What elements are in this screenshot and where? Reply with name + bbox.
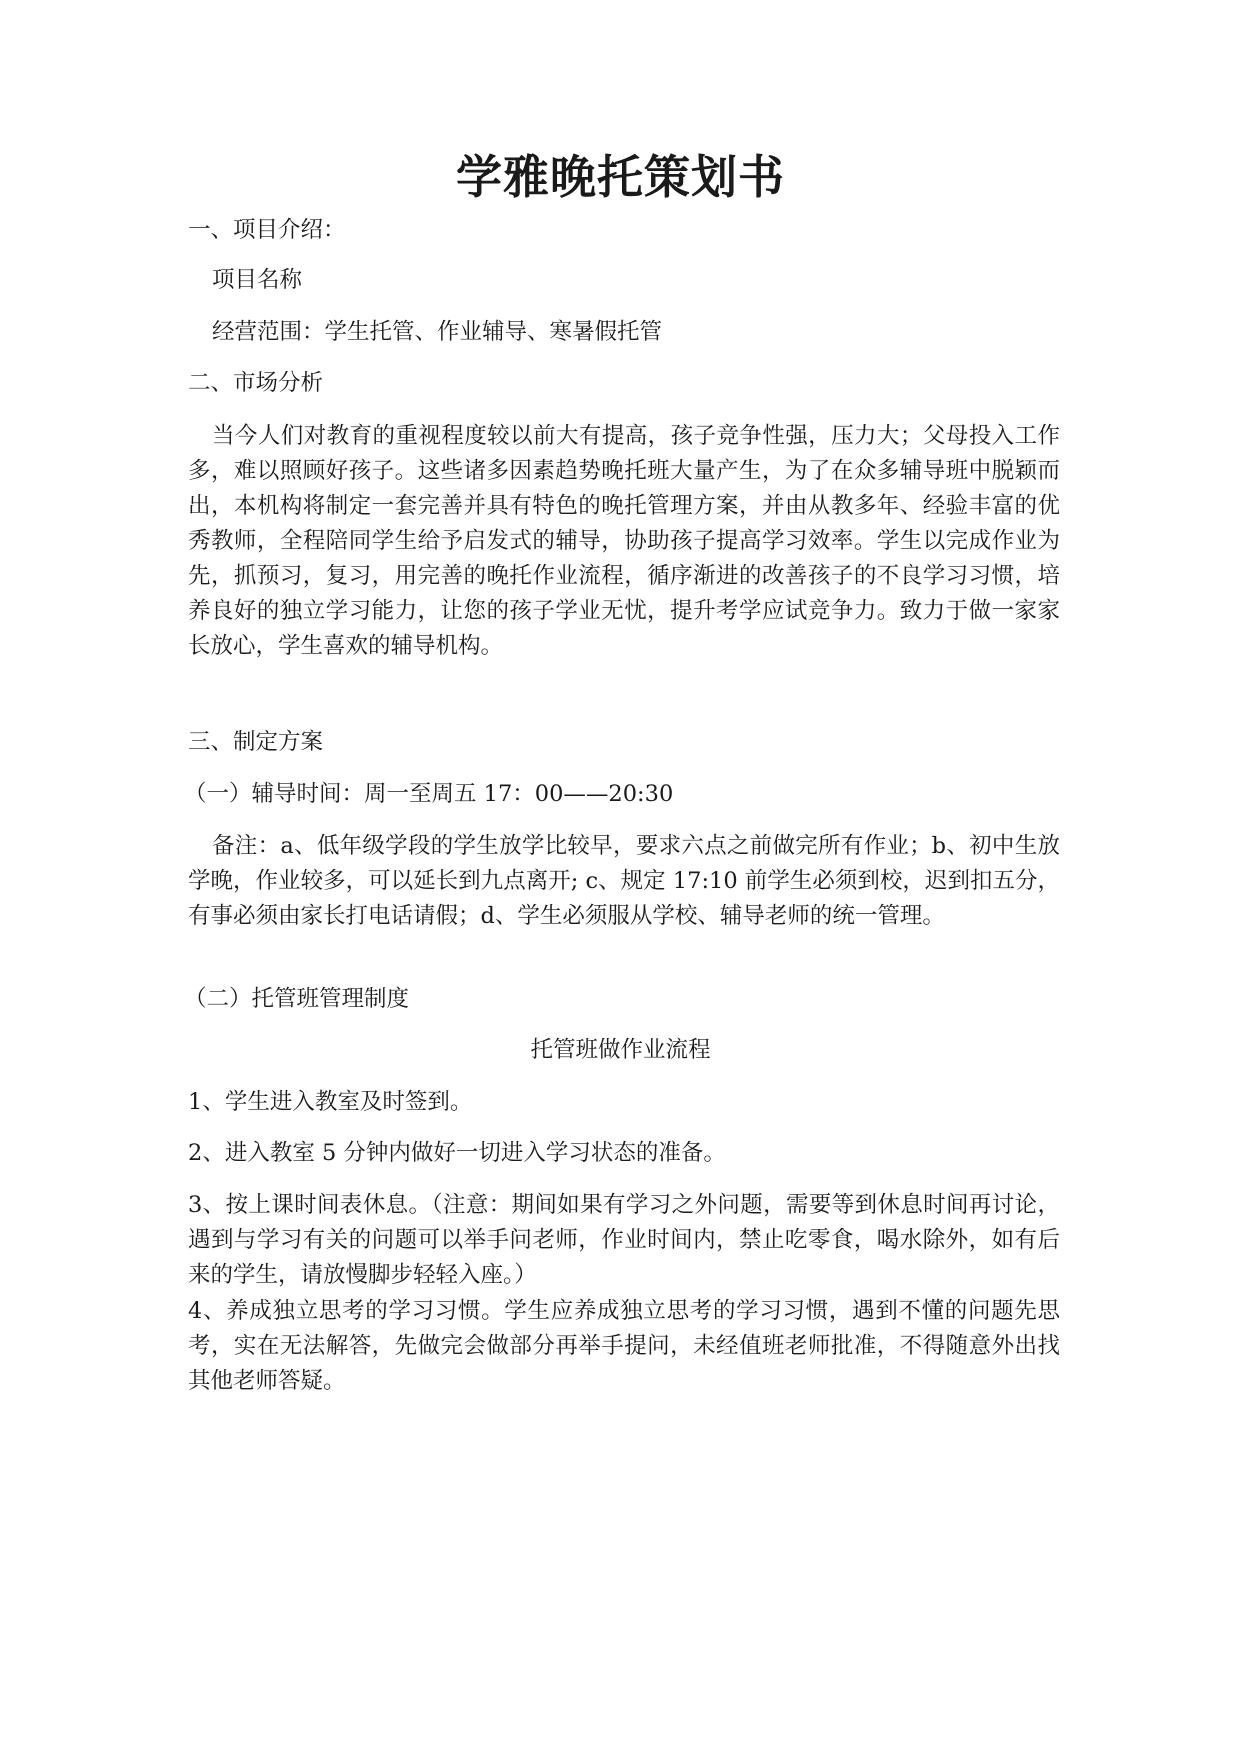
project-name-label: 项目名称 (212, 267, 303, 293)
rule-item: 3、按上课时间表休息。（注意：期间如果有学习之外问题，需要等到休息时间再讨论，遇到与学习有关的问题可以举手问老师，作业时间内，禁止吃零食，喝水除外，如有后来的学生，请放慢脚步轻轻入座。） (188, 1192, 1060, 1288)
section-heading-plan: 三、制定方案 (188, 729, 324, 755)
rule-item: 2、进入教室 5 分钟内做好一切进入学习状态的准备。 (188, 1140, 726, 1166)
tutoring-note-paragraph: 备注：a、低年级学段的学生放学比较早，要求六点之前做完所有作业；b、初中生放学晚，作业较多，可以延长到九点离开; c、规定 17:10 前学生必须到校，迟到扣五分，有事必须由家长打电话请假；d、学生必须服从学校、辅导老师的统一管理。 (188, 833, 1060, 929)
business-scope-line: 经营范围：学生托管、作业辅导、寒暑假托管 (212, 319, 663, 345)
management-rules-heading: （二）托管班管理制度 (184, 986, 410, 1012)
market-analysis-paragraph: 当今人们对教育的重视程度较以前大有提高，孩子竞争性强，压力大；父母投入工作多，难以照顾好孩子。这些诸多因素趋势晚托班大量产生，为了在众多辅导班中脱颖而出，本机构将制定一套完善并具有特色的晚托管理方案，并由从教多年、经验丰富的优秀教师，全程陪同学生给予启发式的辅导，协助孩子提高学习效率。学生以完成作业为先，抓预习，复习，用完善的晚托作业流程，循序渐进的改善孩子的不良学习习惯，培养良好的独立学习能力，让您的孩子学业无忧，提升考学应试竞争力。致力于做一家家长放心，学生喜欢的辅导机构。 (188, 423, 1060, 659)
workflow-title: 托管班做作业流程 (530, 1037, 711, 1063)
rule-item: 4、养成独立思考的学习习惯。学生应养成独立思考的学习习惯，遇到不懂的问题先思考，实在无法解答，先做完会做部分再举手提问，未经值班老师批准，不得随意外出找其他老师答疑。 (188, 1298, 1060, 1394)
tutoring-time-heading: （一）辅导时间：周一至周五 17：00——20:30 (184, 781, 674, 807)
section-heading-market-analysis: 二、市场分析 (188, 370, 324, 396)
rule-item: 1、学生进入教室及时签到。 (188, 1089, 473, 1115)
section-heading-project-intro: 一、项目介绍： (188, 217, 346, 243)
document-title: 学雅晚托策划书 (456, 150, 785, 204)
